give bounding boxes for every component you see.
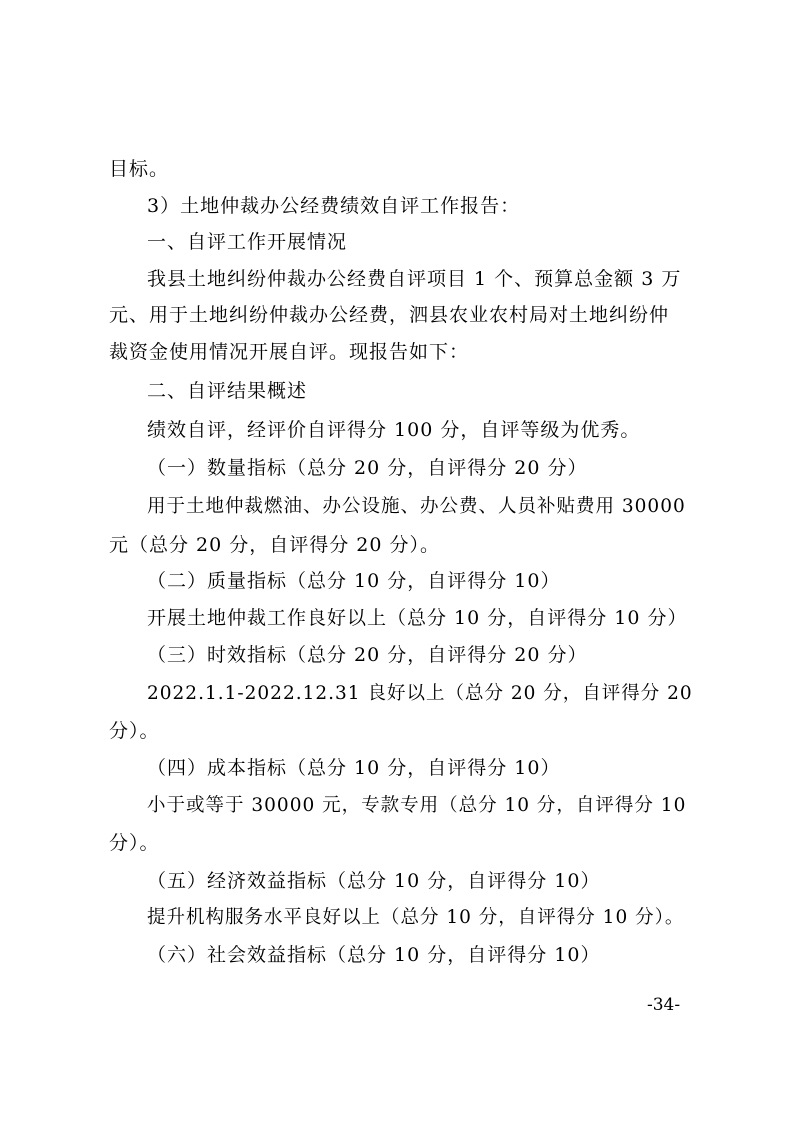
text-line: 元（总分 20 分，自评得分 20 分）。 [109,534,441,556]
indicator-heading: （一）数量指标（总分 20 分，自评得分 20 分） [147,457,588,479]
text-line: 裁资金使用情况开展自评。现报告如下： [109,341,470,363]
text-line: 绩效自评，经评价自评得分 100 分，自评等级为优秀。 [147,419,641,441]
text-line: 目标。 [109,158,170,180]
text-line: 分）。 [109,720,160,742]
text-line: 元、用于土地纠纷仲裁办公经费，泗县农业农村局对土地纠纷仲 [109,304,670,326]
section-heading: 二、自评结果概述 [147,380,308,402]
text-line: 用于土地仲裁燃油、办公设施、办公费、人员补贴费用 30000 [147,496,686,517]
indicator-heading: （二）质量指标（总分 10 分，自评得分 10） [147,570,561,592]
text-line: 2022.1.1-2022.12.31 良好以上（总分 20 分，自评得分 20 [147,683,693,704]
indicator-heading: （三）时效指标（总分 20 分，自评得分 20 分） [147,644,588,666]
indicator-heading: （四）成本指标（总分 10 分，自评得分 10） [147,757,561,779]
section-heading: 一、自评工作开展情况 [147,231,348,253]
text-line: 分）。 [109,832,160,854]
text-line: 开展土地仲裁工作良好以上（总分 10 分，自评得分 10 分） [147,607,688,629]
text-line: 我县土地纠纷仲裁办公经费自评项目 1 个、预算总金额 3 万 [147,268,682,290]
text-line: 3）土地仲裁办公经费绩效自评工作报告： [147,195,521,217]
text-line: 小于或等于 30000 元，专款专用（总分 10 分，自评得分 10 [147,795,687,816]
indicator-heading: （六）社会效益指标（总分 10 分，自评得分 10） [147,944,601,966]
indicator-heading: （五）经济效益指标（总分 10 分，自评得分 10） [147,870,601,892]
text-line: 提升机构服务水平良好以上（总分 10 分，自评得分 10 分）。 [147,907,685,928]
page-number: -34- [647,995,681,1015]
